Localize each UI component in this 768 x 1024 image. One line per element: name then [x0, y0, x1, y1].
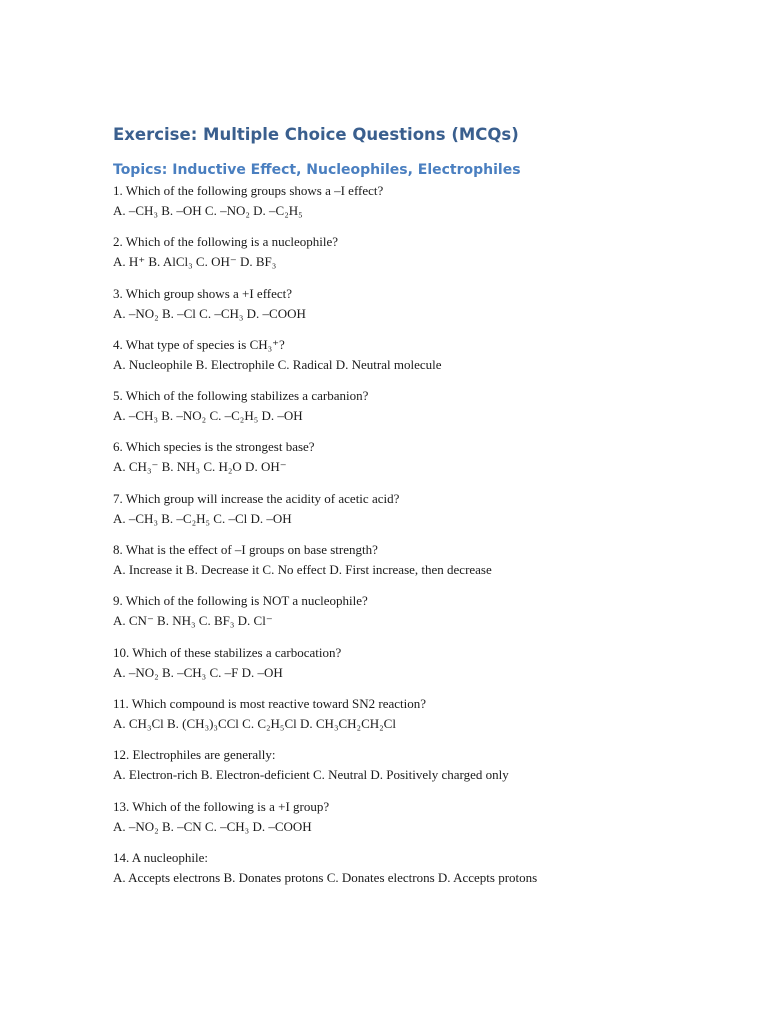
- question-options: A. –NO₂ B. –Cl C. –CH₃ D. –COOH: [113, 305, 306, 321]
- question-text: 6. Which species is the strongest base?: [113, 439, 315, 455]
- question-item: [113, 540, 733, 591]
- question-item: [113, 181, 733, 232]
- question-item: [113, 643, 733, 694]
- question-item: [113, 797, 733, 848]
- question-options: A. –NO₂ B. –CN C. –CH₃ D. –COOH: [113, 818, 312, 834]
- question-options: A. CH₃Cl B. (CH₃)₃CCl C. C₂H₅Cl D. CH₃CH₂CH₂Cl: [113, 715, 396, 731]
- page-subtitle: Topics: Inductive Effect, Nucleophiles, Electrophiles: [113, 162, 521, 178]
- question-text: 4. What type of species is CH₃⁺?: [113, 336, 285, 352]
- question-text: 8. What is the effect of –I groups on base strength?: [113, 542, 378, 558]
- question-list: [113, 181, 733, 899]
- question-text: 9. Which of the following is NOT a nucleophile?: [113, 593, 368, 609]
- question-options: A. –CH₃ B. –C₂H₅ C. –Cl D. –OH: [113, 510, 292, 526]
- question-item: [113, 489, 733, 540]
- question-options: A. Electron-rich B. Electron-deficient C. Neutral D. Positively charged only: [113, 767, 509, 783]
- question-options: A. –NO₂ B. –CH₃ C. –F D. –OH: [113, 664, 283, 680]
- question-item: [113, 232, 733, 283]
- question-options: A. –CH₃ B. –NO₂ C. –C₂H₅ D. –OH: [113, 408, 303, 424]
- question-item: [113, 848, 733, 899]
- question-item: [113, 284, 733, 335]
- question-text: 13. Which of the following is a +I group?: [113, 798, 330, 814]
- question-text: 1. Which of the following groups shows a –I effect?: [113, 183, 384, 198]
- question-item: [113, 386, 733, 437]
- question-item: [113, 745, 733, 796]
- question-text: 2. Which of the following is a nucleophile?: [113, 234, 339, 250]
- question-options: A. H⁺ B. AlCl₃ C. OH⁻ D. BF₃: [113, 254, 277, 270]
- question-text: 5. Which of the following stabilizes a carbanion?: [113, 388, 369, 404]
- question-text: 12. Electrophiles are generally:: [113, 747, 276, 763]
- question-options: A. CH₃⁻ B. NH₃ C. H₂O D. OH⁻: [113, 459, 287, 475]
- question-options: A. –CH₃ B. –OH C. –NO₂ D. –C₂H₅: [113, 203, 303, 218]
- question-text: 14. A nucleophile:: [113, 849, 208, 865]
- document-page: [113, 124, 733, 899]
- question-item: [113, 335, 733, 386]
- question-item: [113, 437, 733, 488]
- question-text: 7. Which group will increase the acidity of acetic acid?: [113, 490, 400, 506]
- question-options: A. Increase it B. Decrease it C. No effect D. First increase, then decrease: [113, 562, 492, 578]
- question-options: A. CN⁻ B. NH₃ C. BF₃ D. Cl⁻: [113, 613, 273, 629]
- page-title: Exercise: Multiple Choice Questions (MCQs): [113, 125, 519, 144]
- question-text: 11. Which compound is most reactive toward SN2 reaction?: [113, 695, 427, 711]
- question-item: [113, 591, 733, 642]
- question-options: A. Nucleophile B. Electrophile C. Radical D. Neutral molecule: [113, 356, 442, 372]
- question-text: 10. Which of these stabilizes a carbocation?: [113, 644, 342, 660]
- question-options: A. Accepts electrons B. Donates protons C. Donates electrons D. Accepts protons: [113, 869, 538, 885]
- question-text: 3. Which group shows a +I effect?: [113, 285, 293, 301]
- question-item: [113, 694, 733, 745]
